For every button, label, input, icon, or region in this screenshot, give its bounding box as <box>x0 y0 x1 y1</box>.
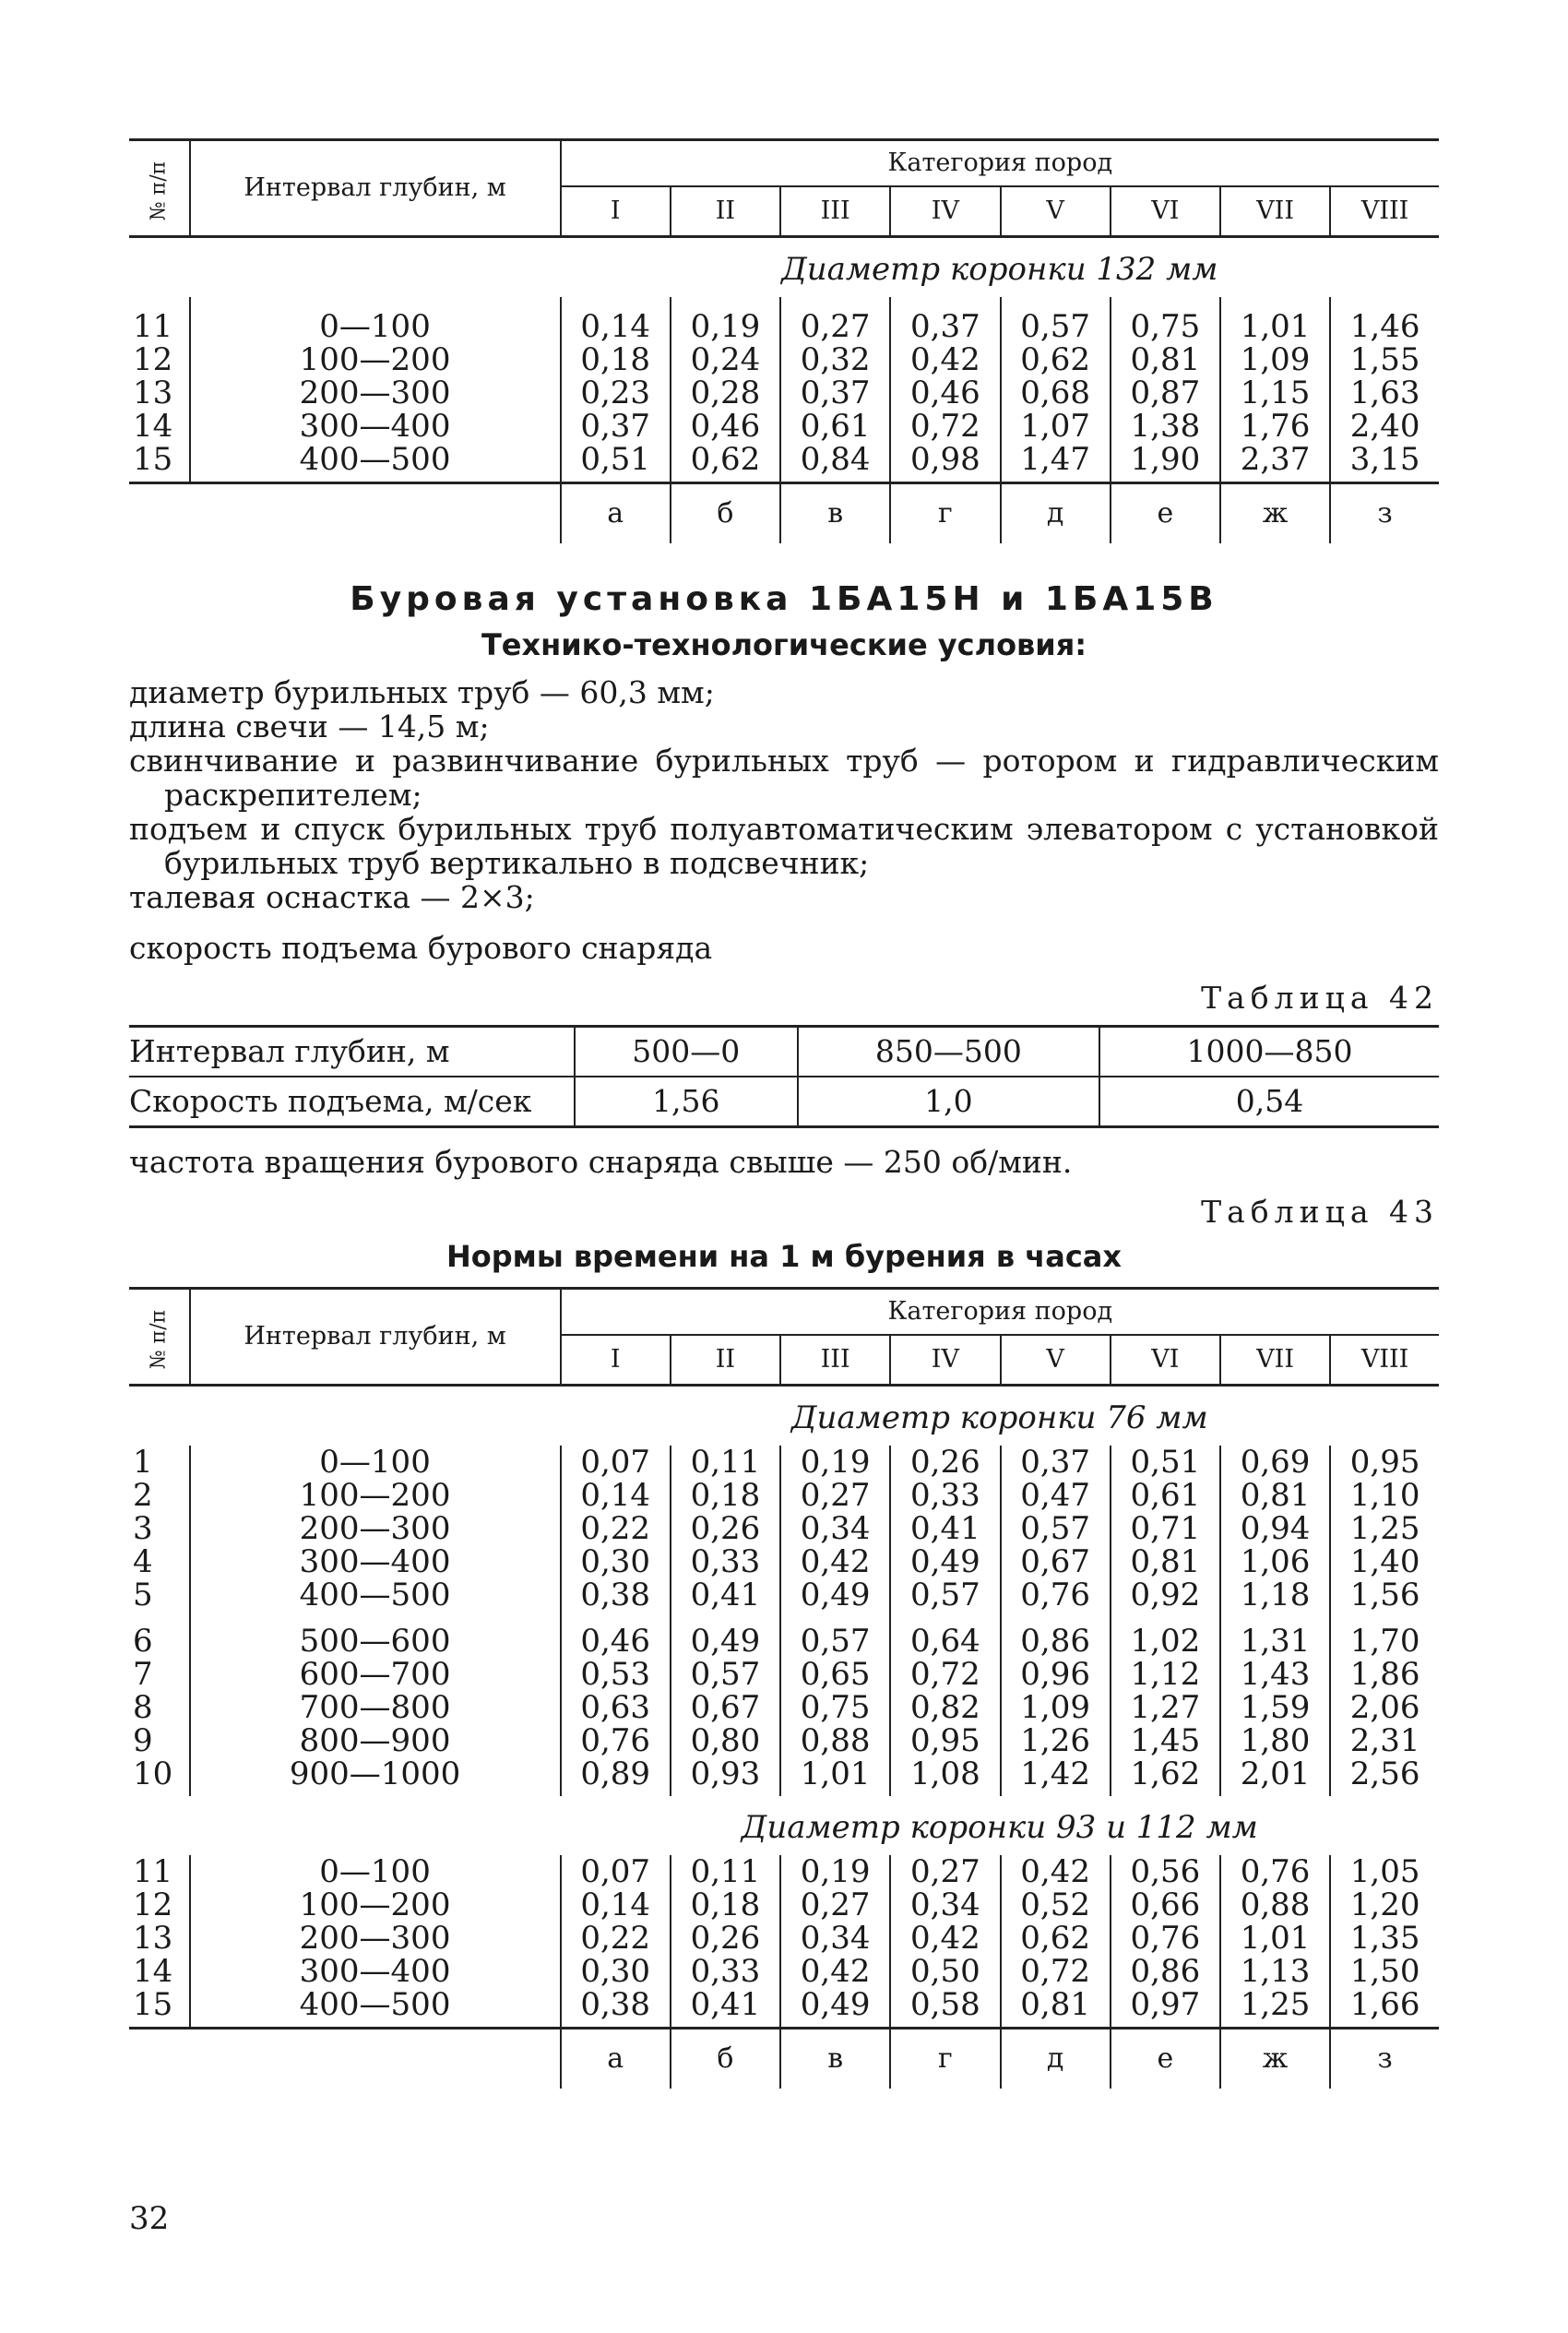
category-column-header: II <box>671 186 780 237</box>
row-value: 0,33 <box>671 1955 780 1988</box>
row-number: 15 <box>129 443 190 483</box>
top-norm-table <box>129 138 1439 543</box>
interval-header: Интервал глубин, м <box>190 140 561 237</box>
row-number: 12 <box>129 1888 190 1922</box>
page-content <box>129 138 1439 2089</box>
row-value: 0,11 <box>671 1446 780 1479</box>
row-value: 1,70 <box>1330 1612 1439 1658</box>
row-value: 0,95 <box>1330 1446 1439 1479</box>
category-column-header: III <box>780 1335 890 1386</box>
table-row <box>129 1855 1439 1888</box>
table-43-title: Нормы времени на 1 м бурения в часах <box>445 1239 1123 1274</box>
row-number: 14 <box>129 410 190 443</box>
row-value: 0,49 <box>780 1578 890 1612</box>
row-interval: 0—100 <box>319 308 431 345</box>
row-interval: 200—300 <box>299 1920 451 1957</box>
row-interval: 800—900 <box>299 1722 451 1759</box>
num-header: № п/п <box>129 1289 190 1386</box>
row-number: 10 <box>129 1757 190 1796</box>
row-value: 1,01 <box>1220 297 1330 343</box>
row-value: 0,49 <box>780 1988 890 2029</box>
column-letter: д <box>1001 2029 1111 2089</box>
row-number: 6 <box>129 1612 190 1658</box>
letters-row <box>129 483 1439 544</box>
column-letter: б <box>671 2029 780 2089</box>
row-value: 0,34 <box>780 1512 890 1545</box>
row-value: 1,25 <box>1330 1512 1439 1545</box>
row-value: 0,46 <box>890 376 1000 410</box>
row-value: 0,95 <box>890 1724 1000 1757</box>
table-row <box>129 1612 1439 1658</box>
row-value: 0,86 <box>1111 1955 1220 1988</box>
row-value: 0,49 <box>890 1545 1000 1578</box>
row-value: 1,12 <box>1111 1658 1220 1691</box>
row-value: 0,14 <box>561 1888 671 1922</box>
speed-intro: скорость подъема бурового снаряда <box>129 930 713 966</box>
row-value: 0,68 <box>1001 376 1111 410</box>
row-value: 0,11 <box>671 1855 780 1888</box>
row-number: 11 <box>129 1855 190 1888</box>
row-value: 0,37 <box>561 410 671 443</box>
row-value: 0,41 <box>671 1988 780 2029</box>
row-value: 0,98 <box>890 443 1000 483</box>
row-value: 1,10 <box>1330 1479 1439 1512</box>
category-header: Категория пород <box>561 140 1439 187</box>
row-value: 0,67 <box>1001 1545 1111 1578</box>
row-value: 0,76 <box>1111 1922 1220 1955</box>
row-value: 0,27 <box>780 1479 890 1512</box>
row-value: 0,72 <box>1001 1955 1111 1988</box>
row-value: 1,38 <box>1111 410 1220 443</box>
table-row <box>129 443 1439 483</box>
table-43-label: Таблица 43 <box>1201 1194 1439 1230</box>
row-value: 0,76 <box>1220 1855 1330 1888</box>
row-number: 8 <box>129 1691 190 1724</box>
row-value: 0,33 <box>671 1545 780 1578</box>
row-value: 1,01 <box>1220 1922 1330 1955</box>
row-value: 1,01 <box>780 1757 890 1796</box>
row-value: 0,57 <box>671 1658 780 1691</box>
row-value: 1,90 <box>1111 443 1220 483</box>
row-value: 0,62 <box>1001 1922 1111 1955</box>
row-value: 0,97 <box>1111 1988 1220 2029</box>
row-value: 0,56 <box>1111 1855 1220 1888</box>
row-value: 0,18 <box>671 1888 780 1922</box>
row-number: 2 <box>129 1479 190 1512</box>
category-column-header: V <box>1001 186 1111 237</box>
row-value: 1,80 <box>1220 1724 1330 1757</box>
row-value: 0,33 <box>890 1479 1000 1512</box>
row-value: 0,14 <box>561 1479 671 1512</box>
row-interval: 0—100 <box>319 1444 431 1481</box>
row-value: 1,35 <box>1330 1922 1439 1955</box>
diameter-subtitle: Диаметр коронки 132 мм <box>781 251 1218 288</box>
diameter-subtitle: Диаметр коронки 76 мм <box>790 1399 1208 1436</box>
row-value: 0,27 <box>890 1855 1000 1888</box>
category-column-header: IV <box>890 1335 1000 1386</box>
row-value: 0,30 <box>561 1545 671 1578</box>
row-value: 0,19 <box>671 297 780 343</box>
num-header: № п/п <box>129 140 190 237</box>
row-interval: 0—100 <box>319 1853 431 1890</box>
row-value: 0,88 <box>1220 1888 1330 1922</box>
column-letter: а <box>561 483 671 544</box>
column-letter: а <box>561 2029 671 2089</box>
row-value: 0,93 <box>671 1757 780 1796</box>
row-interval: 400—500 <box>299 1577 451 1613</box>
row-value: 1,25 <box>1220 1988 1330 2029</box>
row-value: 0,07 <box>561 1446 671 1479</box>
row-value: 1,86 <box>1330 1658 1439 1691</box>
row-value: 0,76 <box>1001 1578 1111 1612</box>
column-letter: е <box>1111 2029 1220 2089</box>
column-letter: б <box>671 483 780 544</box>
column-letter: е <box>1111 483 1220 544</box>
row-value: 0,07 <box>561 1855 671 1888</box>
row-value: 0,53 <box>561 1658 671 1691</box>
category-column-header: I <box>561 186 671 237</box>
row-value: 1,05 <box>1330 1855 1439 1888</box>
row-value: 0,89 <box>561 1757 671 1796</box>
row-value: 2,06 <box>1330 1691 1439 1724</box>
row-value: 0,26 <box>671 1512 780 1545</box>
row-value: 0,19 <box>780 1855 890 1888</box>
row-number: 9 <box>129 1724 190 1757</box>
row-value: 0,61 <box>780 410 890 443</box>
category-column-header: II <box>671 1335 780 1386</box>
row-value: 0,46 <box>671 410 780 443</box>
row-value: 1,18 <box>1220 1578 1330 1612</box>
row-value: 3,15 <box>1330 443 1439 483</box>
row-value: 0,69 <box>1220 1446 1330 1479</box>
row-value: 2,31 <box>1330 1724 1439 1757</box>
row-value: 0,51 <box>561 443 671 483</box>
row-value: 0,72 <box>890 1658 1000 1691</box>
row-number: 4 <box>129 1545 190 1578</box>
row-number: 5 <box>129 1578 190 1612</box>
row-value: 0,81 <box>1001 1988 1111 2029</box>
table-row <box>129 1757 1439 1796</box>
condition-line: диаметр бурильных труб — 60,3 мм; <box>129 674 715 710</box>
row-value: 0,71 <box>1111 1512 1220 1545</box>
row-number: 7 <box>129 1658 190 1691</box>
row-value: 1,42 <box>1001 1757 1111 1796</box>
row-value: 0,14 <box>561 297 671 343</box>
row-value: 0,67 <box>671 1691 780 1724</box>
row-value: 1,45 <box>1111 1724 1220 1757</box>
row-value: 1,26 <box>1001 1724 1111 1757</box>
row-value: 1,13 <box>1220 1955 1330 1988</box>
condition-line: талевая оснастка — 2×3; <box>129 879 535 915</box>
category-column-header: VI <box>1111 186 1220 237</box>
row-value: 1,02 <box>1111 1612 1220 1658</box>
row-value: 0,65 <box>780 1658 890 1691</box>
row-value: 0,46 <box>561 1612 671 1658</box>
row-value: 1,50 <box>1330 1955 1439 1988</box>
row-value: 0,42 <box>890 343 1000 376</box>
row-interval: 600—700 <box>299 1656 451 1693</box>
row-value: 0,32 <box>780 343 890 376</box>
condition-line: свинчивание и развинчивание бурильных труб — ротором и гидравлическим раскрепителем; <box>129 743 1439 813</box>
row-value: 1,43 <box>1220 1658 1330 1691</box>
category-column-header: VI <box>1111 1335 1220 1386</box>
column-letter: в <box>780 2029 890 2089</box>
row-value: 0,81 <box>1111 343 1220 376</box>
speed-cell: 1,56 <box>575 1077 798 1127</box>
diameter-subtitle: Диаметр коронки 93 и 112 мм <box>741 1809 1258 1846</box>
row-value: 0,50 <box>890 1955 1000 1988</box>
row-value: 1,59 <box>1220 1691 1330 1724</box>
row-value: 0,34 <box>890 1888 1000 1922</box>
table-row <box>129 297 1439 343</box>
row-value: 0,80 <box>671 1724 780 1757</box>
column-letter: г <box>890 2029 1000 2089</box>
category-column-header: VII <box>1220 1335 1330 1386</box>
row-value: 0,52 <box>1001 1888 1111 1922</box>
row-interval: 300—400 <box>299 1953 451 1990</box>
row-interval: 200—300 <box>299 375 451 411</box>
row-value: 0,75 <box>1111 297 1220 343</box>
row-interval: 100—200 <box>299 1477 451 1514</box>
page-number: 32 <box>129 2200 170 2237</box>
row-value: 0,84 <box>780 443 890 483</box>
row-value: 0,96 <box>1001 1658 1111 1691</box>
row-value: 1,20 <box>1330 1888 1439 1922</box>
row-value: 0,22 <box>561 1922 671 1955</box>
row-value: 1,09 <box>1001 1691 1111 1724</box>
row-value: 0,28 <box>671 376 780 410</box>
row-number: 3 <box>129 1512 190 1545</box>
table-row <box>129 1724 1439 1757</box>
row-value: 1,31 <box>1220 1612 1330 1658</box>
row-interval: 400—500 <box>299 441 451 478</box>
category-column-header: VIII <box>1330 186 1439 237</box>
row-value: 0,18 <box>561 343 671 376</box>
interval-header: Интервал глубин, м <box>190 1289 561 1386</box>
row-number: 11 <box>129 297 190 343</box>
speed-table <box>129 1025 1439 1128</box>
speed-cell: 0,54 <box>1099 1077 1439 1127</box>
row-value: 0,37 <box>890 297 1000 343</box>
table-row <box>129 1446 1439 1479</box>
row-value: 0,23 <box>561 376 671 410</box>
row-number: 15 <box>129 1988 190 2029</box>
row-value: 0,61 <box>1111 1479 1220 1512</box>
row-value: 0,62 <box>1001 343 1111 376</box>
table-row <box>129 1512 1439 1545</box>
row-value: 0,72 <box>890 410 1000 443</box>
row-value: 0,38 <box>561 1988 671 2029</box>
category-column-header: IV <box>890 186 1000 237</box>
row-number: 13 <box>129 1922 190 1955</box>
column-letter: з <box>1330 483 1439 544</box>
condition-line: длина свечи — 14,5 м; <box>129 708 490 744</box>
speed-cell: 500—0 <box>575 1027 798 1077</box>
row-value: 0,37 <box>1001 1446 1111 1479</box>
row-value: 2,01 <box>1220 1757 1330 1796</box>
row-value: 1,66 <box>1330 1988 1439 2029</box>
category-column-header: III <box>780 186 890 237</box>
row-value: 0,37 <box>780 376 890 410</box>
column-letter: в <box>780 483 890 544</box>
row-value: 1,09 <box>1220 343 1330 376</box>
table-row <box>129 376 1439 410</box>
category-column-header: VII <box>1220 186 1330 237</box>
row-value: 0,18 <box>671 1479 780 1512</box>
row-value: 0,22 <box>561 1512 671 1545</box>
row-value: 0,26 <box>890 1446 1000 1479</box>
speed-row2-label: Скорость подъема, м/сек <box>129 1077 575 1127</box>
column-letter: д <box>1001 483 1111 544</box>
row-value: 1,08 <box>890 1757 1000 1796</box>
table-row <box>129 1922 1439 1955</box>
category-column-header: V <box>1001 1335 1111 1386</box>
row-value: 1,15 <box>1220 376 1330 410</box>
row-value: 1,62 <box>1111 1757 1220 1796</box>
row-interval: 500—600 <box>299 1623 451 1660</box>
row-value: 2,56 <box>1330 1757 1439 1796</box>
row-number: 12 <box>129 343 190 376</box>
column-letter: ж <box>1220 483 1330 544</box>
section-title: Буровая установка 1БА15Н и 1БА15В <box>350 580 1218 618</box>
row-value: 0,63 <box>561 1691 671 1724</box>
row-value: 0,34 <box>780 1922 890 1955</box>
row-value: 0,66 <box>1111 1888 1220 1922</box>
condition-line: подъем и спуск бурильных труб полуавтоматическим элеватором с установкой бурильных труб вертикально в подсвечник; <box>129 811 1439 881</box>
row-interval: 700—800 <box>299 1689 451 1726</box>
row-value: 0,42 <box>1001 1855 1111 1888</box>
row-value: 0,51 <box>1111 1446 1220 1479</box>
row-interval: 300—400 <box>299 408 451 445</box>
row-value: 0,81 <box>1111 1545 1220 1578</box>
row-interval: 300—400 <box>299 1543 451 1580</box>
letters-row <box>129 2029 1439 2089</box>
row-interval: 100—200 <box>299 341 451 378</box>
row-value: 0,19 <box>780 1446 890 1479</box>
row-interval: 100—200 <box>299 1887 451 1923</box>
row-value: 0,88 <box>780 1724 890 1757</box>
table-row <box>129 343 1439 376</box>
row-interval: 900—1000 <box>289 1756 461 1792</box>
row-interval: 200—300 <box>299 1510 451 1547</box>
speed-cell: 850—500 <box>798 1027 1099 1077</box>
row-value: 0,57 <box>890 1578 1000 1612</box>
speed-cell: 1000—850 <box>1099 1027 1439 1077</box>
row-value: 1,40 <box>1330 1545 1439 1578</box>
row-value: 1,55 <box>1330 343 1439 376</box>
rotation-text: частота вращения бурового снаряда свыше — 250 об/мин. <box>129 1144 1073 1180</box>
row-value: 0,42 <box>890 1922 1000 1955</box>
row-value: 1,63 <box>1330 376 1439 410</box>
table-42-label: Таблица 42 <box>1201 980 1439 1016</box>
category-column-header: VIII <box>1330 1335 1439 1386</box>
column-letter: г <box>890 483 1000 544</box>
speed-row1-label: Интервал глубин, м <box>129 1027 575 1077</box>
row-value: 0,86 <box>1001 1612 1111 1658</box>
category-column-header: I <box>561 1335 671 1386</box>
row-number: 14 <box>129 1955 190 1988</box>
row-value: 0,57 <box>1001 1512 1111 1545</box>
row-value: 0,41 <box>671 1578 780 1612</box>
row-value: 0,27 <box>780 297 890 343</box>
row-value: 1,47 <box>1001 443 1111 483</box>
row-value: 0,92 <box>1111 1578 1220 1612</box>
table-43 <box>129 1287 1439 2089</box>
table-row <box>129 1988 1439 2029</box>
section-subtitle: Технико-технологические условия: <box>481 627 1087 662</box>
row-value: 0,24 <box>671 343 780 376</box>
row-value: 0,94 <box>1220 1512 1330 1545</box>
table-row <box>129 1578 1439 1612</box>
row-value: 2,40 <box>1330 410 1439 443</box>
table-row <box>129 1888 1439 1922</box>
row-value: 0,82 <box>890 1691 1000 1724</box>
row-value: 1,46 <box>1330 297 1439 343</box>
row-value: 0,81 <box>1220 1479 1330 1512</box>
column-letter: з <box>1330 2029 1439 2089</box>
row-value: 0,49 <box>671 1612 780 1658</box>
row-value: 1,27 <box>1111 1691 1220 1724</box>
row-value: 0,62 <box>671 443 780 483</box>
row-value: 1,07 <box>1001 410 1111 443</box>
row-value: 1,56 <box>1330 1578 1439 1612</box>
row-value: 1,06 <box>1220 1545 1330 1578</box>
row-interval: 400—500 <box>299 1986 451 2023</box>
category-header: Категория пород <box>561 1289 1439 1336</box>
row-value: 0,57 <box>1001 297 1111 343</box>
row-value: 0,64 <box>890 1612 1000 1658</box>
table-row <box>129 1955 1439 1988</box>
row-number: 13 <box>129 376 190 410</box>
row-value: 0,42 <box>780 1955 890 1988</box>
row-value: 1,76 <box>1220 410 1330 443</box>
row-value: 0,87 <box>1111 376 1220 410</box>
column-letter: ж <box>1220 2029 1330 2089</box>
row-value: 0,75 <box>780 1691 890 1724</box>
table-row <box>129 1658 1439 1691</box>
table-row <box>129 1479 1439 1512</box>
table-row <box>129 410 1439 443</box>
row-value: 0,47 <box>1001 1479 1111 1512</box>
row-value: 0,41 <box>890 1512 1000 1545</box>
row-value: 0,76 <box>561 1724 671 1757</box>
row-number: 1 <box>129 1446 190 1479</box>
table-row <box>129 1545 1439 1578</box>
speed-cell: 1,0 <box>798 1077 1099 1127</box>
row-value: 0,30 <box>561 1955 671 1988</box>
row-value: 0,58 <box>890 1988 1000 2029</box>
row-value: 2,37 <box>1220 443 1330 483</box>
row-value: 0,27 <box>780 1888 890 1922</box>
table-row <box>129 1691 1439 1724</box>
row-value: 0,38 <box>561 1578 671 1612</box>
row-value: 0,42 <box>780 1545 890 1578</box>
row-value: 0,26 <box>671 1922 780 1955</box>
row-value: 0,57 <box>780 1612 890 1658</box>
